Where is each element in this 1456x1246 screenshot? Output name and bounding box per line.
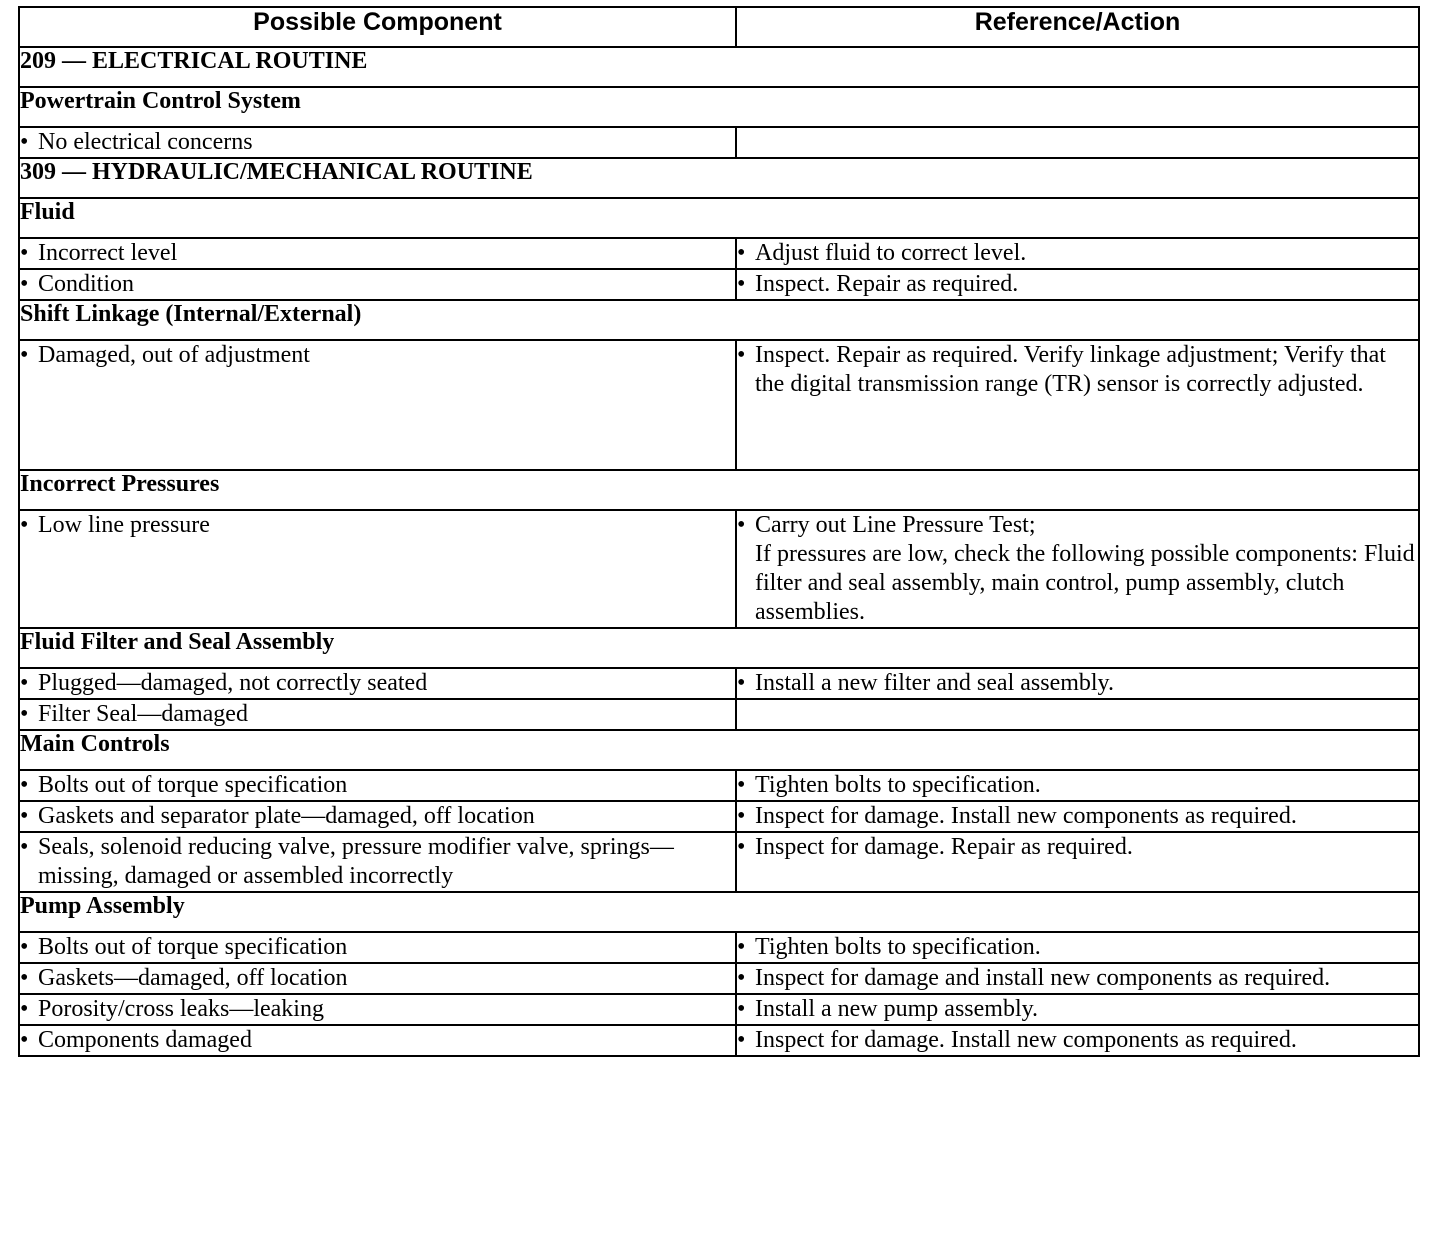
cell-text: Inspect for damage. Repair as required. — [755, 834, 1133, 860]
action-cell — [736, 340, 1419, 470]
table-row — [19, 269, 1419, 300]
table-row — [19, 668, 1419, 699]
bullet-icon: • — [20, 934, 29, 960]
table-row — [19, 963, 1419, 994]
bullet-icon: • — [737, 512, 746, 538]
cell-text: Inspect for damage. Install new components as required. — [755, 803, 1297, 829]
component-cell — [19, 510, 736, 628]
cell-text: Inspect. Repair as required. Verify linkage adjustment; Verify that the digital transmission range (TR) sensor is correctly adjusted. — [755, 342, 1386, 397]
action-cell — [736, 269, 1419, 300]
table-row — [19, 127, 1419, 158]
bullet-icon: • — [20, 240, 29, 266]
component-cell — [19, 801, 736, 832]
action-cell — [736, 668, 1419, 699]
component-cell — [19, 770, 736, 801]
table-row — [19, 510, 1419, 628]
bullet-icon: • — [737, 670, 746, 696]
bullet-icon: • — [737, 271, 746, 297]
bullet-icon: • — [20, 271, 29, 297]
bullet-icon: • — [20, 701, 29, 727]
component-cell — [19, 932, 736, 963]
action-cell — [736, 832, 1419, 892]
subsection-heading: Fluid — [19, 198, 1419, 238]
cell-text: Condition — [38, 271, 135, 297]
cell-text: Low line pressure — [38, 512, 210, 538]
bullet-icon: • — [737, 996, 746, 1022]
component-cell — [19, 699, 736, 730]
cell-text: Inspect for damage and install new components as required. — [755, 965, 1331, 991]
cell-text: No electrical concerns — [38, 129, 253, 155]
component-cell — [19, 1025, 736, 1056]
cell-text: Carry out Line Pressure Test; — [755, 512, 1036, 538]
cell-text: Incorrect level — [38, 240, 178, 266]
cell-text: Gaskets—damaged, off location — [38, 965, 348, 991]
subsection-heading: Main Controls — [19, 730, 1419, 770]
bullet-icon: • — [20, 129, 29, 155]
bullet-icon: • — [737, 803, 746, 829]
cell-text: Porosity/cross leaks—leaking — [38, 996, 324, 1022]
cell-text: Tighten bolts to specification. — [755, 772, 1041, 798]
action-cell — [736, 510, 1419, 628]
action-cell — [736, 801, 1419, 832]
bullet-icon: • — [737, 934, 746, 960]
component-cell — [19, 127, 736, 158]
cell-text: Bolts out of torque specification — [38, 934, 348, 960]
cell-text: Install a new pump assembly. — [755, 996, 1039, 1022]
component-cell — [19, 238, 736, 269]
cell-text: Filter Seal—damaged — [38, 701, 248, 727]
bullet-icon: • — [737, 965, 746, 991]
bullet-icon: • — [20, 1027, 29, 1053]
action-cell — [736, 699, 1419, 730]
action-cell — [736, 1025, 1419, 1056]
column-header-action: Reference/Action — [736, 7, 1419, 47]
component-cell — [19, 668, 736, 699]
cell-text: Adjust fluid to correct level. — [755, 240, 1027, 266]
action-cell — [736, 932, 1419, 963]
table-row — [19, 832, 1419, 892]
bullet-icon: • — [737, 342, 746, 368]
component-cell — [19, 269, 736, 300]
component-cell — [19, 832, 736, 892]
cell-text: Inspect. Repair as required. — [755, 271, 1019, 297]
table-row — [19, 340, 1419, 470]
subsection-heading: Pump Assembly — [19, 892, 1419, 932]
section-heading: 209 — ELECTRICAL ROUTINE — [19, 47, 1419, 87]
component-cell — [19, 340, 736, 470]
cell-text: Damaged, out of adjustment — [38, 342, 310, 368]
table-row — [19, 932, 1419, 963]
bullet-icon: • — [737, 240, 746, 266]
diagnosis-table — [18, 6, 1420, 1057]
table-row — [19, 994, 1419, 1025]
table-row — [19, 801, 1419, 832]
component-cell — [19, 994, 736, 1025]
cell-text: Bolts out of torque specification — [38, 772, 348, 798]
subsection-heading: Powertrain Control System — [19, 87, 1419, 127]
subsection-heading: Shift Linkage (Internal/External) — [19, 300, 1419, 340]
component-cell — [19, 963, 736, 994]
cell-text: Plugged—damaged, not correctly seated — [38, 670, 428, 696]
cell-text: Inspect for damage. Install new components as required. — [755, 1027, 1297, 1053]
section-heading: 309 — HYDRAULIC/MECHANICAL ROUTINE — [19, 158, 1419, 198]
action-cell — [736, 238, 1419, 269]
bullet-icon: • — [20, 342, 29, 368]
cell-text: Seals, solenoid reducing valve, pressure modifier valve, springs—missing, damaged or assembled incorrectly — [38, 834, 674, 889]
column-header-component: Possible Component — [19, 7, 736, 47]
subsection-heading: Incorrect Pressures — [19, 470, 1419, 510]
bullet-icon: • — [20, 512, 29, 538]
table-row — [19, 1025, 1419, 1056]
cell-text: Components damaged — [38, 1027, 252, 1053]
action-cell — [736, 770, 1419, 801]
bullet-icon: • — [20, 670, 29, 696]
bullet-icon: • — [737, 1027, 746, 1053]
bullet-icon: • — [20, 834, 29, 860]
bullet-icon: • — [737, 834, 746, 860]
bullet-icon: • — [20, 803, 29, 829]
action-cell — [736, 963, 1419, 994]
action-continuation: If pressures are low, check the following possible components: Fluid filter and seal assembly, main control, pump assembly, clutch assemblies. — [755, 541, 1415, 625]
cell-text: Gaskets and separator plate—damaged, off location — [38, 803, 535, 829]
table-header-row — [19, 7, 1419, 47]
bullet-icon: • — [20, 996, 29, 1022]
bullet-icon: • — [737, 772, 746, 798]
table-row — [19, 770, 1419, 801]
bullet-icon: • — [20, 965, 29, 991]
table-row — [19, 699, 1419, 730]
subsection-heading: Fluid Filter and Seal Assembly — [19, 628, 1419, 668]
table-row — [19, 238, 1419, 269]
action-cell — [736, 127, 1419, 158]
bullet-icon: • — [20, 772, 29, 798]
cell-text: Tighten bolts to specification. — [755, 934, 1041, 960]
cell-text: Install a new filter and seal assembly. — [755, 670, 1114, 696]
action-cell — [736, 994, 1419, 1025]
